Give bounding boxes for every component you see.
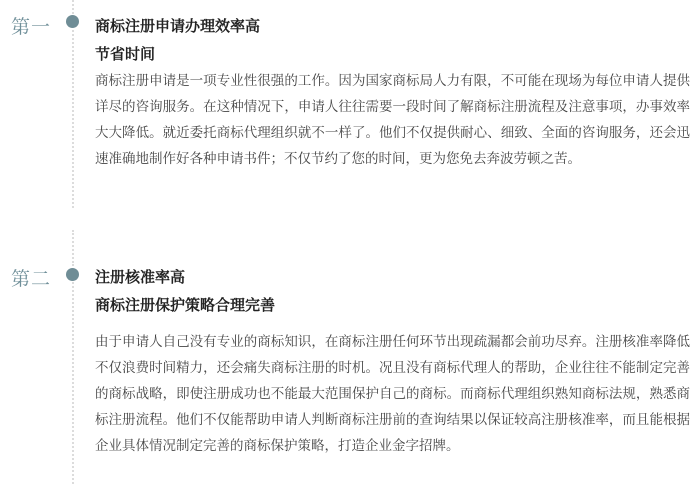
timeline-line-1 xyxy=(72,30,74,208)
section-2-dot-icon xyxy=(66,268,79,281)
section-2-body: 由于申请人自己没有专业的商标知识，在商标注册任何环节出现疏漏都会前功尽弃。注册核准率降低不仅浪费时间精力，还会痛失商标注册的时机。况且没有商标代理人的帮助，企业往往不能制定完善的商标战略，即使注册成功也不能最大范围保护自己的商标。而商标代理组织熟知商标法规，熟悉商标注册流程。他们不仅能帮助申请人判断商标注册前的查询结果以保证较高注册核准率，而且能根据企业具体情况制定完善的商标保护策略，打造企业金字招牌。 xyxy=(95,334,690,454)
section-1-title-line2: 节省时间 xyxy=(95,45,156,63)
timeline-line-3 xyxy=(72,282,74,484)
section-2-title-line1: 注册核准率高 xyxy=(95,268,186,286)
section-1-title-line1: 商标注册申请办理效率高 xyxy=(95,17,261,35)
timeline-line-2 xyxy=(72,230,74,266)
section-1-label: 第一 xyxy=(11,16,52,38)
section-1-dot-icon xyxy=(66,15,79,28)
section-2-label: 第二 xyxy=(11,268,52,290)
section-1-body: 商标注册申请是一项专业性很强的工作。因为国家商标局人力有限，不可能在现场为每位申请人提供详尽的咨询服务。在这种情况下，申请人往往需要一段时间了解商标注册流程及注意事项，办事效率大大降低。就近委托商标代理组织就不一样了。他们不仅提供耐心、细致、全面的咨询服务，还会迅速准确地制作好各种申请书件；不仅节约了您的时间，更为您免去奔波劳顿之苦。 xyxy=(95,73,690,167)
timeline-line-top xyxy=(72,0,74,14)
section-2-title-line2: 商标注册保护策略合理完善 xyxy=(95,296,276,314)
